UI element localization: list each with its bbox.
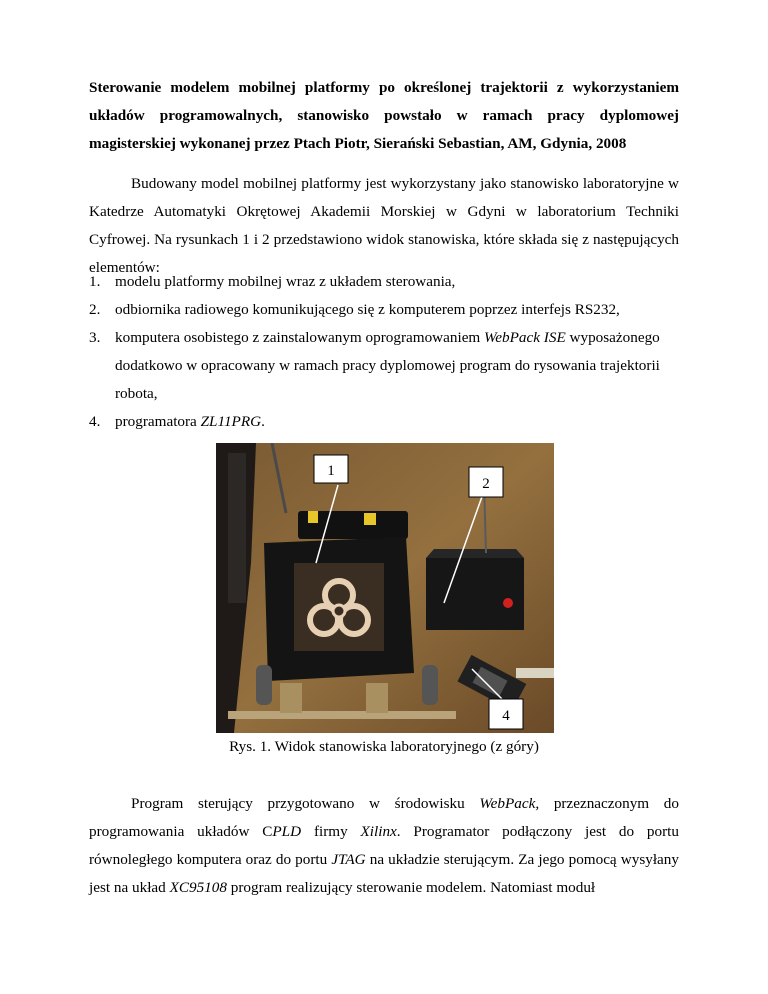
label-2-text: 2 — [482, 476, 490, 492]
receiver-button — [503, 598, 513, 608]
list-item-number: 4. — [89, 413, 101, 430]
component-list — [89, 268, 679, 436]
lab-station-photo — [216, 443, 554, 733]
intro-paragraph: Budowany model mobilnej platformy jest wykorzystany jako stanowisko laboratoryjne w Katedrze Automatyki Okrętowej Akademii Morskiej w Gdyni w laboratorium Techniki Cyfrowej. Na rysunkach 1 i 2 przedstawiono widok stanowiska, które składa się z następujących elementów: — [89, 175, 679, 276]
label-1-text: 1 — [327, 463, 335, 479]
list-item-text: komputera osobistego z zainstalowanym oprogramowaniem WebPack ISE wyposażonego dodatkowo w opracowany w ramach pracy dyplomowej program do rysowania trajektorii robota, — [115, 329, 660, 402]
list-item — [89, 408, 679, 436]
figure-caption: Rys. 1. Widok stanowiska laboratoryjnego (z góry) — [229, 738, 539, 755]
radio-receiver-box — [426, 558, 524, 630]
sensor-block — [366, 683, 388, 713]
programmer-model: ZL11PRG — [200, 413, 262, 430]
list-item-text: modelu platformy mobilnej wraz z układem sterowania, — [115, 273, 456, 290]
battery-tag — [364, 513, 376, 525]
robot-wheel — [256, 665, 272, 705]
list-item-number: 2. — [89, 301, 101, 318]
list-item-text: odbiornika radiowego komunikującego się z komputerem poprzez interfejs RS232, — [115, 301, 620, 318]
sensor-block — [280, 683, 302, 713]
battery-tag — [308, 511, 318, 523]
list-item — [89, 324, 679, 408]
chair-frame — [228, 453, 246, 603]
label-4-text: 4 — [502, 708, 510, 724]
cable — [516, 668, 554, 678]
body-paragraph: Program sterujący przygotowano w środowisku WebPack, przeznaczonym do programowania układów CPLD firmy Xilinx. Programator podłączony jest do portu równoległego komputera oraz do portu JTAG na układzie sterującym. Za jego pomocą wysyłany jest na układ XC95108 program realizujący sterowanie modelem. Natomiast moduł — [89, 795, 679, 896]
list-item-number: 1. — [89, 273, 101, 290]
software-name: WebPack ISE — [484, 329, 566, 346]
robot-front-bar — [228, 711, 456, 719]
document-heading: Sterowanie modelem mobilnej platformy po określonej trajektorii z wykorzystaniem układów programowalnych, stanowisko powstało w ramach pracy dyplomowej magisterskiej wykonanej przez Ptach Piotr, Sierański Sebastian, AM, Gdynia, 2008 — [89, 79, 679, 152]
list-item-number: 3. — [89, 329, 101, 346]
list-item — [89, 268, 679, 296]
list-item — [89, 296, 679, 324]
list-item-text: programatora ZL11PRG. — [115, 413, 265, 430]
robot-wheel — [422, 665, 438, 705]
